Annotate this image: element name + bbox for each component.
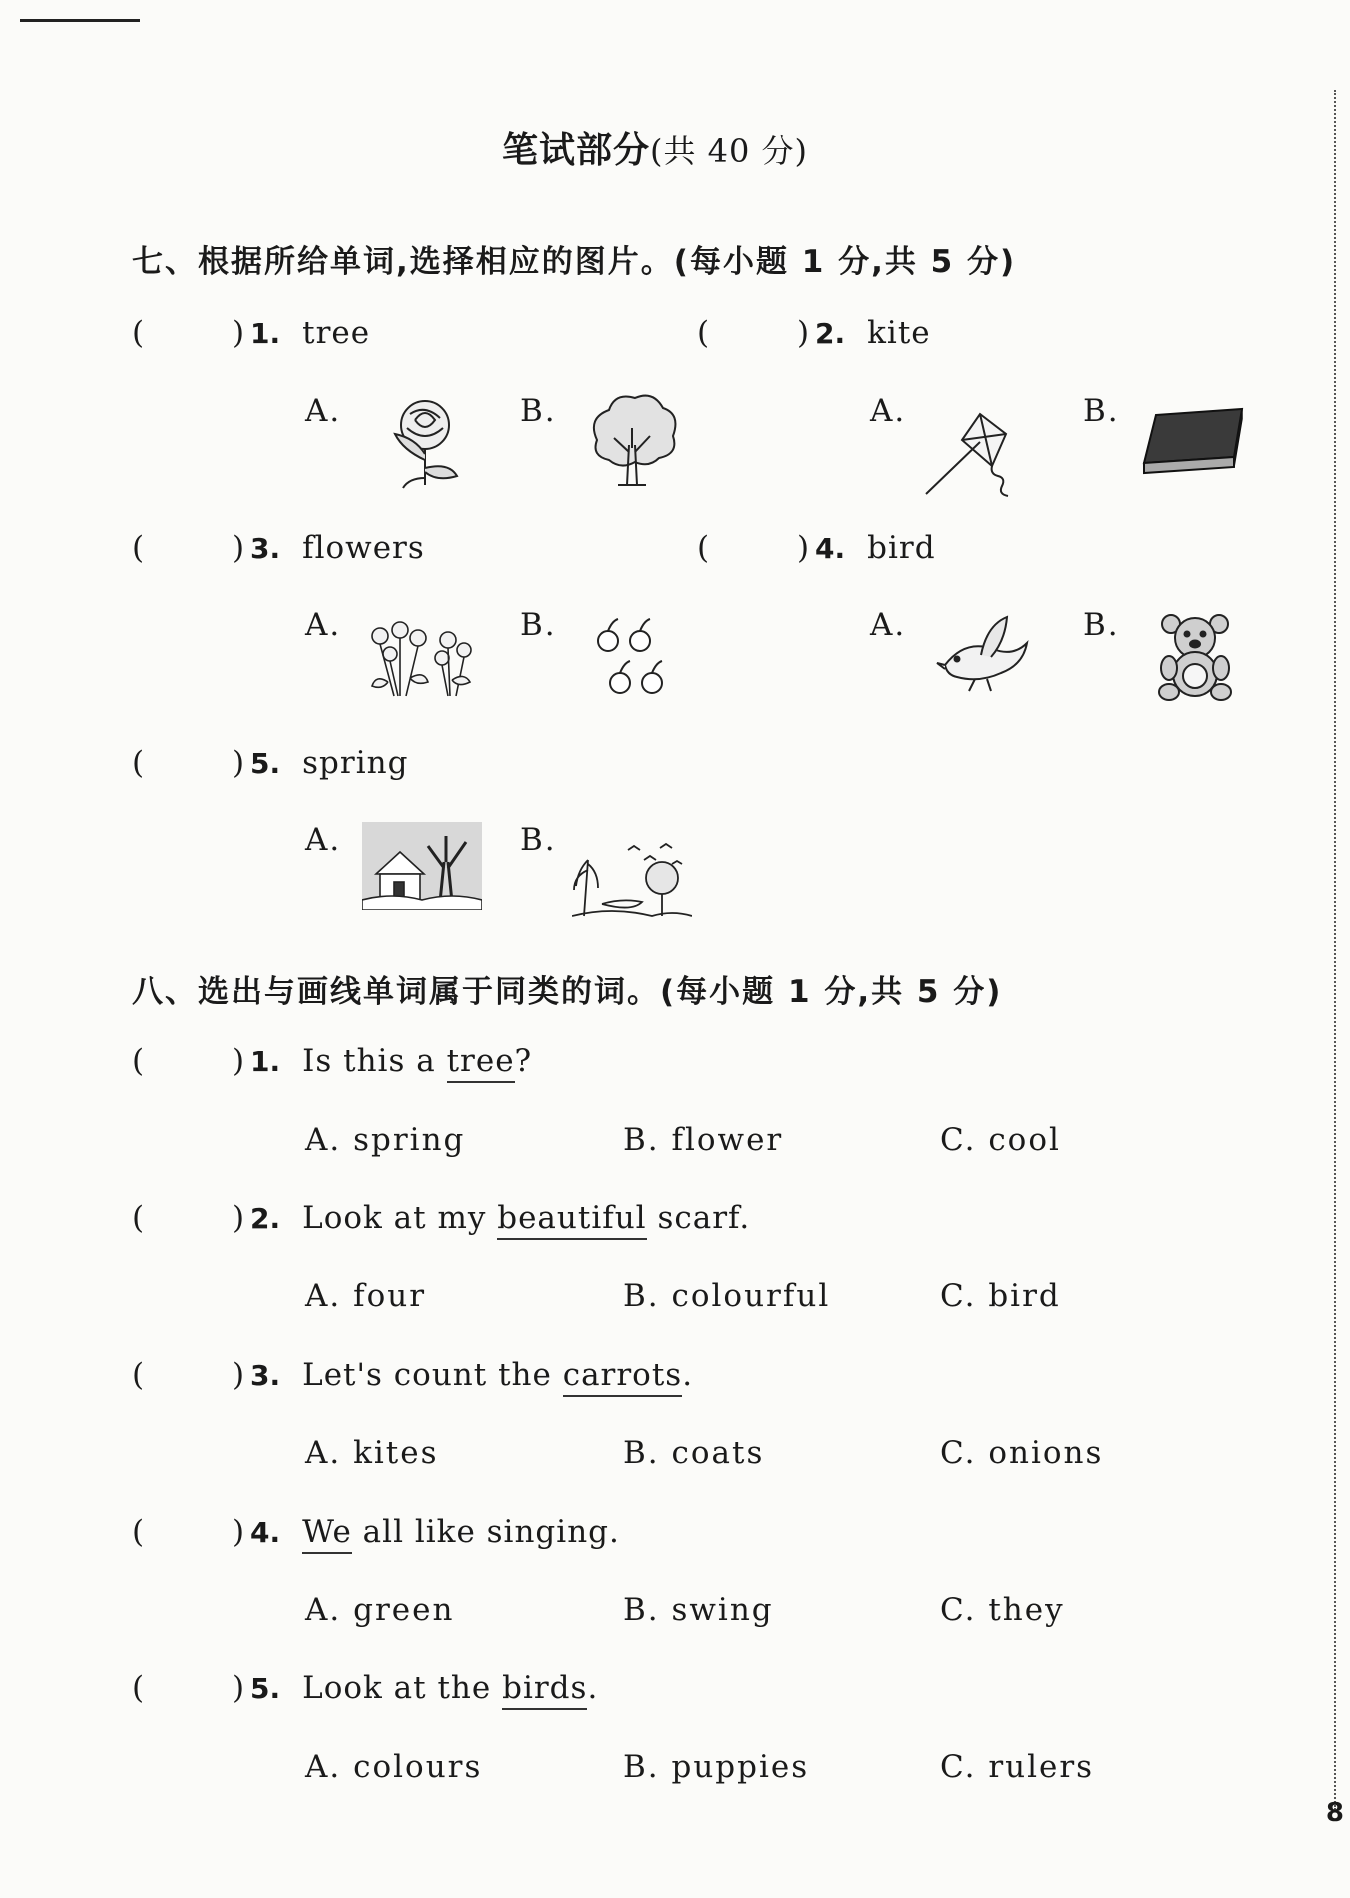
section-7-heading: 七、根据所给单词,选择相应的图片。(每小题 1 分,共 5 分): [132, 244, 1017, 280]
s7-q4-option-a-label: A.: [870, 607, 907, 643]
s8-q4-option-b: B. swing: [623, 1592, 774, 1628]
s7-question-1: ( ) 1. tree: [132, 315, 371, 351]
bird-icon[interactable]: [935, 615, 1035, 695]
s7-q2-option-a-label: A.: [870, 393, 907, 429]
s7-q1-option-a-label: A.: [305, 393, 342, 429]
underlined-word: carrots: [563, 1357, 683, 1397]
answer-blank[interactable]: ( ): [132, 1357, 245, 1393]
answer-blank[interactable]: ( ): [132, 1670, 245, 1706]
book-icon[interactable]: [1138, 405, 1248, 475]
answer-blank[interactable]: ( ): [132, 745, 245, 781]
s8-question-1: ( ) 1. Is this a tree?: [132, 1043, 532, 1079]
s8-q4-option-c: C. they: [940, 1592, 1065, 1628]
s8-question-3: ( ) 3. Let's count the carrots.: [132, 1357, 693, 1393]
s8-q5-option-a: A. colours: [305, 1749, 483, 1785]
s7-q4-option-b-label: B.: [1083, 607, 1120, 643]
s8-q3-option-b: B. coats: [623, 1435, 765, 1471]
spring-scene-icon[interactable]: [572, 840, 692, 920]
answer-blank[interactable]: ( ): [132, 315, 245, 351]
s7-q5-option-b-label: B.: [520, 822, 557, 858]
flowers-icon[interactable]: [360, 620, 485, 700]
underlined-word: We: [302, 1514, 352, 1554]
s8-q5-option-b: B. puppies: [623, 1749, 810, 1785]
page-number: 8: [1325, 1798, 1344, 1828]
s7-q1-option-b-label: B.: [520, 393, 557, 429]
s8-q4-option-a: A. green: [305, 1592, 455, 1628]
s8-q1-option-b: B. flower: [623, 1122, 784, 1158]
page-title: 笔试部分(共 40 分): [501, 130, 809, 171]
answer-blank[interactable]: ( ): [697, 315, 810, 351]
binding-dotted-line: [1334, 90, 1336, 1810]
s7-q3-option-b-label: B.: [520, 607, 557, 643]
rose-icon[interactable]: [365, 390, 475, 490]
answer-blank[interactable]: ( ): [697, 530, 810, 566]
s7-q2-option-b-label: B.: [1083, 393, 1120, 429]
s7-question-4: ( ) 4. bird: [697, 530, 936, 566]
s7-q3-option-a-label: A.: [305, 607, 342, 643]
answer-blank[interactable]: ( ): [132, 1514, 245, 1550]
top-rule: [20, 19, 140, 22]
s8-q3-option-c: C. onions: [940, 1435, 1104, 1471]
kite-icon[interactable]: [920, 410, 1030, 500]
s8-question-4: ( ) 4. We all like singing.: [132, 1514, 620, 1550]
s8-q2-option-c: C. bird: [940, 1278, 1061, 1314]
apples-icon[interactable]: [590, 615, 670, 700]
s7-question-3: ( ) 3. flowers: [132, 530, 425, 566]
s7-q5-option-a-label: A.: [305, 822, 342, 858]
s8-q1-option-a: A. spring: [305, 1122, 466, 1158]
s8-q2-option-a: A. four: [305, 1278, 427, 1314]
tree-icon[interactable]: [582, 390, 682, 490]
underlined-word: birds: [502, 1670, 587, 1710]
section-8-heading: 八、选出与画线单词属于同类的词。(每小题 1 分,共 5 分): [132, 974, 1003, 1010]
s7-question-5: ( ) 5. spring: [132, 745, 409, 781]
s8-q3-option-a: A. kites: [305, 1435, 439, 1471]
underlined-word: tree: [447, 1043, 515, 1083]
answer-blank[interactable]: ( ): [132, 1200, 245, 1236]
answer-blank[interactable]: ( ): [132, 1043, 245, 1079]
teddy-bear-icon[interactable]: [1155, 612, 1235, 702]
s7-question-2: ( ) 2. kite: [697, 315, 931, 351]
s8-question-2: ( ) 2. Look at my beautiful scarf.: [132, 1200, 750, 1236]
winter-scene-icon[interactable]: [362, 822, 482, 910]
s8-question-5: ( ) 5. Look at the birds.: [132, 1670, 598, 1706]
s8-q1-option-c: C. cool: [940, 1122, 1061, 1158]
s8-q5-option-c: C. rulers: [940, 1749, 1095, 1785]
underlined-word: beautiful: [497, 1200, 646, 1240]
s8-q2-option-b: B. colourful: [623, 1278, 831, 1314]
answer-blank[interactable]: ( ): [132, 530, 245, 566]
